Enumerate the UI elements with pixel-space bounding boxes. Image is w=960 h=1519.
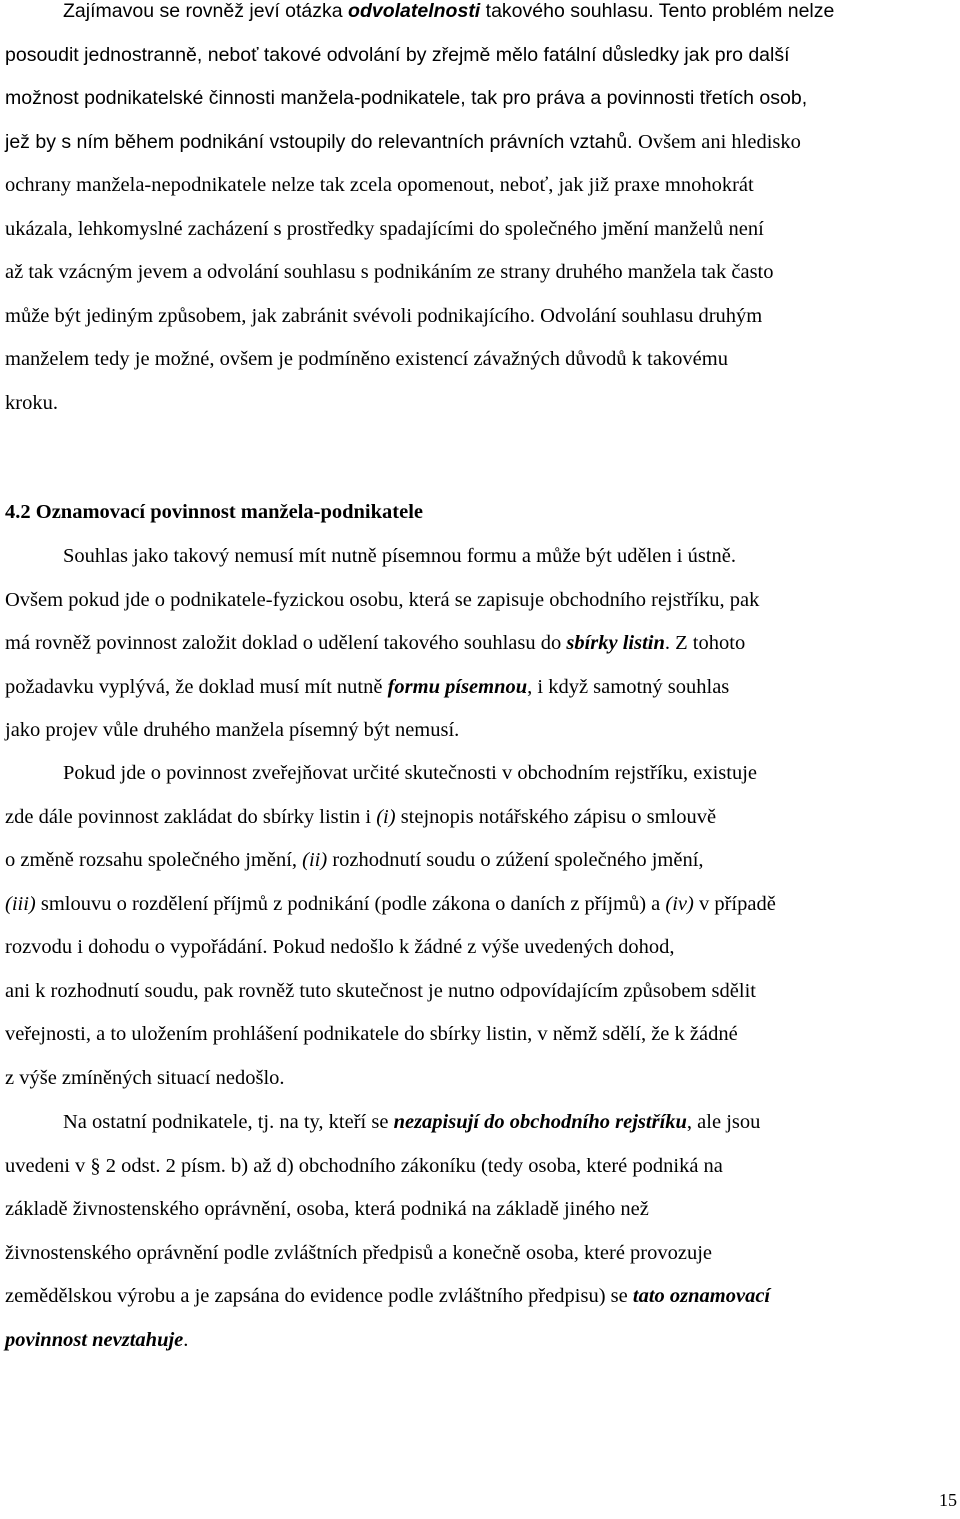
text-line: požadavku vyplývá, že doklad musí mít nutně formu písemnou, i když samotný souhlas <box>5 675 730 698</box>
text-line: o změně rozsahu společného jmění, (ii) rozhodnutí soudu o zúžení společného jmění, <box>5 849 704 871</box>
emphasis-formu-pisemnou: formu písemnou <box>387 675 528 698</box>
emphasis-sbirky-listin: sbírky listin <box>566 632 665 654</box>
text-line: má rovněž povinnost založit doklad o udělení takového souhlasu do sbírky listin. Z tohoto <box>5 632 746 654</box>
text-line: zde dále povinnost zakládat do sbírky listin i (i) stejnopis notářského zápisu o smlouvě <box>5 805 717 828</box>
emphasis-povinnost-nevztahuje: povinnost nevztahuje <box>5 1328 184 1351</box>
paragraph-other-entrepreneurs <box>5 1101 957 1362</box>
text-line: ochrany manžela-nepodnikatele nelze tak zcela opomenout, neboť, jak již praxe mnohokrát <box>5 174 754 196</box>
emphasis-odvolatelnosti: odvolatelnosti <box>348 0 481 22</box>
page-number: 15 <box>939 1490 957 1510</box>
text-line: jež by s ním během podnikání vstoupily do relevantních právních vztahů. Ovšem ani hledisko <box>5 130 801 153</box>
text-line: uvedeni v § 2 odst. 2 písm. b) až d) obchodního zákoníku (tedy osoba, které podniká na <box>5 1154 723 1177</box>
text-line: ani k rozhodnutí soudu, pak rovněž tuto skutečnost je nutno odpovídajícím způsobem sdělit <box>5 979 756 1002</box>
text-line: veřejnosti, a to uložením prohlášení podnikatele do sbírky listin, v němž sdělí, že k žádné <box>5 1023 738 1045</box>
text-line: povinnost nevztahuje. <box>5 1328 189 1351</box>
paragraph-registry-duties <box>5 752 957 1100</box>
text-line: manželem tedy je možné, ovšem je podmíněno existencí závažných důvodů k takovému <box>5 348 728 370</box>
text-line: z výše zmíněných situací nedošlo. <box>5 1066 285 1089</box>
text-line: Ovšem pokud jde o podnikatele-fyzickou osobu, která se zapisuje obchodního rejstříku, pak <box>5 588 760 611</box>
text-line: jako projev vůle druhého manžela písemný být nemusí. <box>5 719 460 741</box>
text-line: zemědělskou výrobu a je zapsána do evidence podle zvláštního předpisu) se tato oznamovací <box>5 1285 771 1307</box>
paragraph-consent-form <box>5 535 957 753</box>
text-line: posoudit jednostranně, neboť takové odvolání by zřejmě mělo fatální důsledky jak pro další <box>5 43 790 66</box>
text-line: až tak vzácným jevem a odvolání souhlasu s podnikáním ze strany druhého manžela tak často <box>5 261 774 283</box>
text-line: rozvodu i dohodu o vypořádání. Pokud nedošlo k žádné z výše uvedených dohod, <box>5 936 675 958</box>
section-heading: 4.2 Oznamovací povinnost manžela-podnikatele <box>5 501 423 523</box>
text-line: (iii) smlouvu o rozdělení příjmů z podnikání (podle zákona o daních z příjmů) a (iv) v případě <box>5 892 776 915</box>
text-line: Souhlas jako takový nemusí mít nutně písemnou formu a může být udělen i ústně. <box>63 545 736 567</box>
emphasis-tato-oznamovaci: tato oznamovací <box>632 1285 771 1307</box>
text-line: základě živnostenského oprávnění, osoba, která podniká na základě jiného než <box>5 1198 649 1220</box>
text-line: Na ostatní podnikatele, tj. na ty, kteří se nezapisují do obchodního rejstříku, ale jsou <box>63 1111 761 1133</box>
paragraph-revocability <box>5 0 957 425</box>
text-line: Pokud jde o povinnost zveřejňovat určité skutečnosti v obchodním rejstříku, existuje <box>63 762 758 784</box>
text-line: ukázala, lehkomyslné zacházení s prostředky spadajícími do společného jmění manželů není <box>5 217 764 240</box>
text-line: kroku. <box>5 391 58 414</box>
text-line: možnost podnikatelské činnosti manžela-podnikatele, tak pro práva a povinnosti třetích osob, <box>5 87 808 109</box>
emphasis-nezapisuji: nezapisují do obchodního rejstříku <box>393 1111 687 1133</box>
text-line: může být jediným způsobem, jak zabránit svévoli podnikajícího. Odvolání souhlasu druhým <box>5 304 763 327</box>
text-line: živnostenského oprávnění podle zvláštních předpisů a konečně osoba, které provozuje <box>5 1241 713 1264</box>
text-line: Zajímavou se rovněž jeví otázka odvolatelnosti takového souhlasu. Tento problém nelze <box>63 0 835 22</box>
